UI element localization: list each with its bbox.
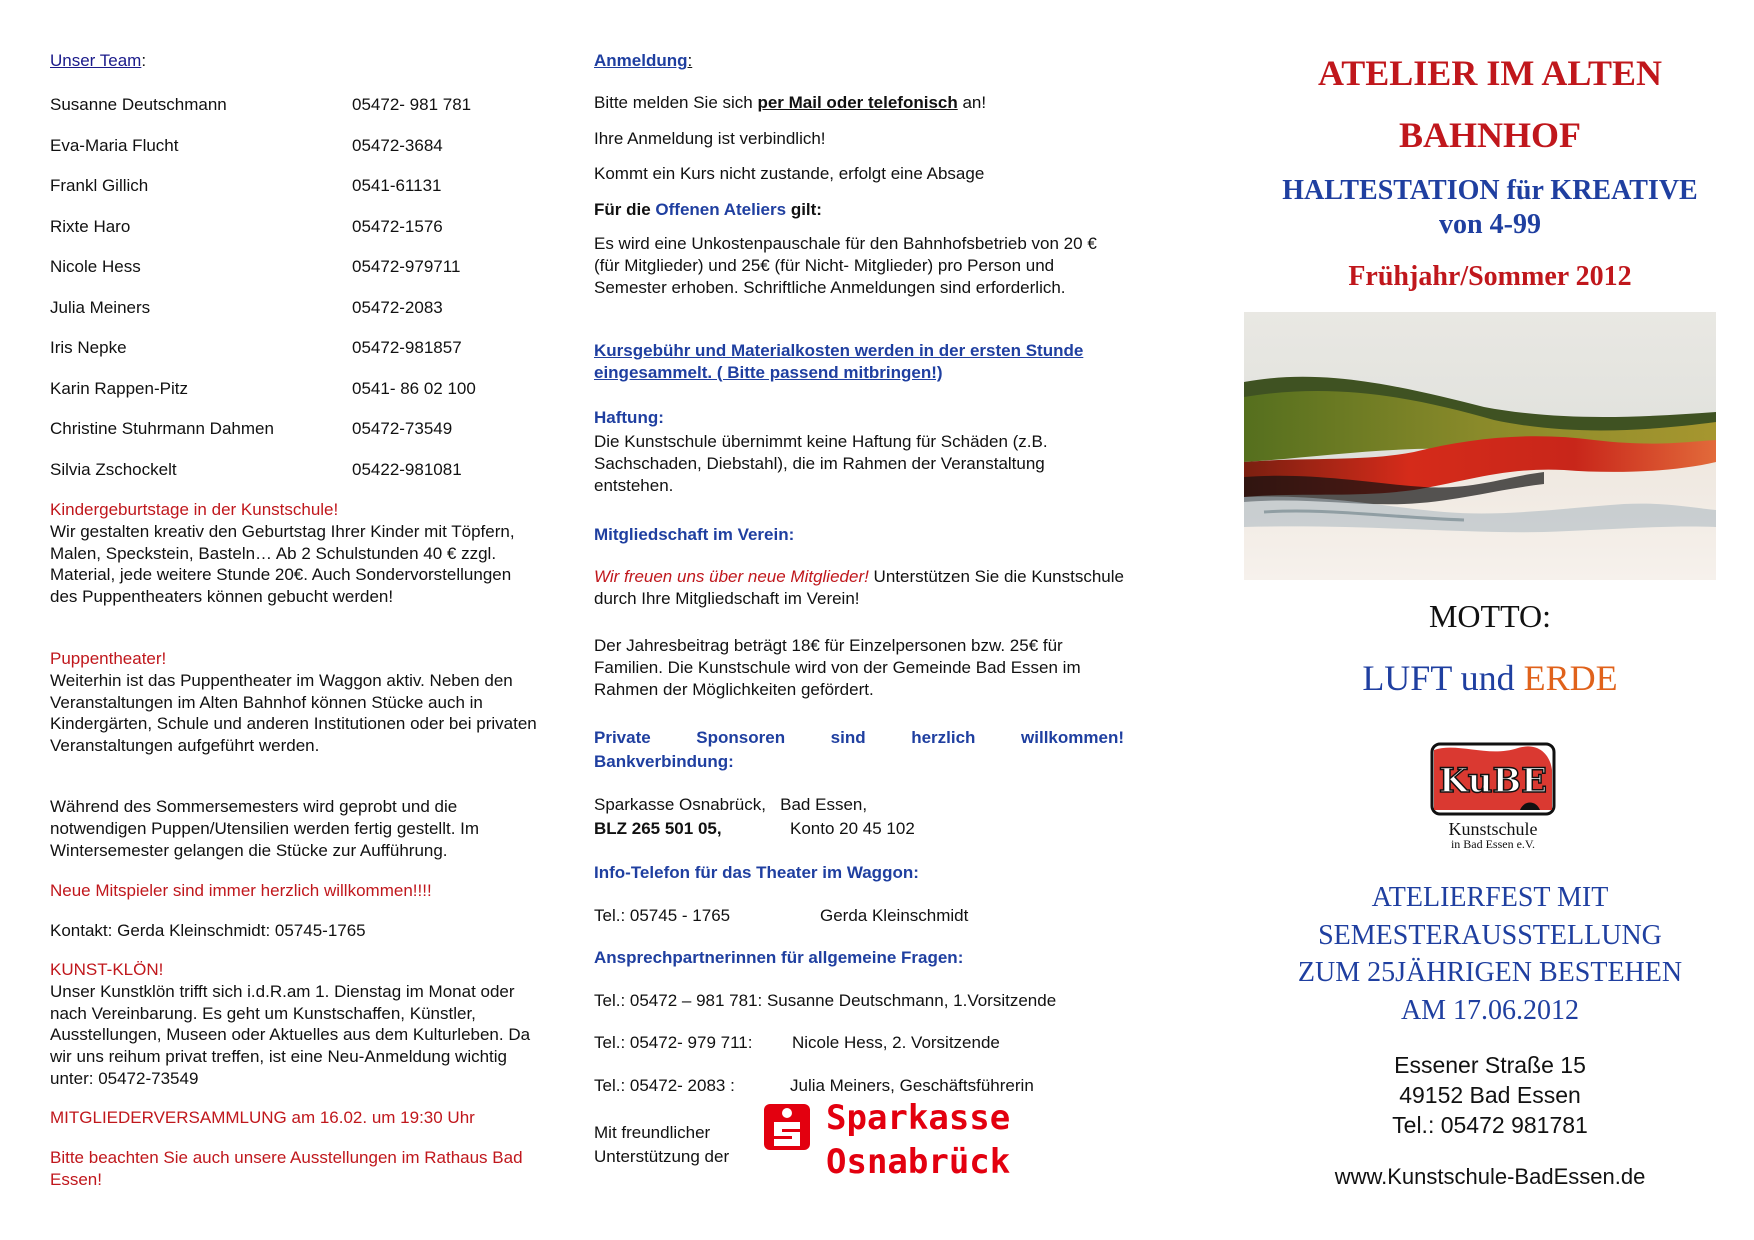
atelierfest-line-4: AM 17.06.2012 <box>1400 995 1580 1026</box>
support-text-1: Mit freundlicher <box>594 1123 711 1142</box>
puppentheater-section <box>50 648 540 757</box>
team-member-phone: 05472-979711 <box>352 257 461 276</box>
cover-season: Frühjahr/Sommer 2012 <box>1348 261 1632 292</box>
konto-text: Konto 20 45 102 <box>790 819 915 838</box>
team-member-name: Nicole Hess <box>50 257 141 276</box>
mitspieler-text: Neue Mitspieler sind immer herzlich willkommen!!!! <box>50 881 432 900</box>
team-member-name: Iris Nepke <box>50 338 127 357</box>
motto-heading: MOTTO: <box>1428 598 1552 634</box>
atelierfest-line-3: ZUM 25JÄHRIGEN BESTEHEN <box>1297 957 1683 988</box>
kunst-klon-heading: KUNST-KLÖN! <box>50 960 164 979</box>
team-member-phone: 0541- 86 02 100 <box>352 379 476 398</box>
team-member-phone: 05472-73549 <box>352 419 453 438</box>
team-member-phone: 05472-1576 <box>352 217 443 236</box>
info-telefon-number: Tel.: 05745 - 1765 <box>594 906 731 925</box>
kunst-klon-text: Unser Kunstklön trifft sich i.d.R.am 1. Dienstag im Monat oder nach Vereinbarung. Es geht um Kunstschaffen, Künstler, Ausstellungen, Museen oder Aktuelles aus dem Kulturleben. Da wir uns reihum privat treffen, ist eine Neu-Anmeldung wichtig unter: 05472-73549 <box>50 981 531 1088</box>
ausstellung-text: Bitte beachten Sie auch unsere Ausstellungen im Rathaus Bad Essen! <box>50 1148 523 1189</box>
sparkasse-s-icon <box>762 1102 812 1152</box>
team-member-name: Eva-Maria Flucht <box>50 136 179 155</box>
info-telefon-name: Gerda Kleinschmidt <box>820 906 969 925</box>
kunst-klon-section <box>50 959 540 1090</box>
cover-title-line-2: BAHNHOF <box>1398 115 1581 155</box>
team-member-name: Julia Meiners <box>50 298 151 317</box>
ansprechpartner-heading: Ansprechpartnerinnen für allgemeine Fragen: <box>594 948 964 967</box>
mitgliedschaft-heading: Mitgliedschaft im Verein: <box>594 525 795 544</box>
cover-painting <box>1244 312 1716 580</box>
support-text-2: Unterstützung der <box>594 1147 730 1166</box>
team-member-phone: 05472- 981 781 <box>352 95 472 114</box>
team-member-phone: 05472-2083 <box>352 298 443 317</box>
kontakt-text: Kontakt: Gerda Kleinschmidt: 05745-1765 <box>50 921 366 940</box>
haftung-text: Die Kunstschule übernimmt keine Haftung für Schäden (z.B. Sachschaden, Diebstahl), die im Rahmen der Veranstaltung entstehen. <box>594 432 1048 495</box>
anmeldung-line-3: Kommt ein Kurs nicht zustande, erfolgt eine Absage <box>594 164 985 183</box>
team-member-name: Karin Rappen-Pitz <box>50 379 188 398</box>
team-member-name: Silvia Zschockelt <box>50 460 177 479</box>
puppentheater-text-2: Während des Sommersemesters wird geprobt und die notwendigen Puppen/Utensilien werden fertig gestellt. Im Wintersemester gelangen die Stücke zur Aufführung. <box>50 797 480 860</box>
cover-subtitle-line-1: HALTESTATION für KREATIVE <box>1282 175 1698 206</box>
sparkasse-logo-text: Sparkasse Osnabrück <box>826 1098 1011 1182</box>
ansprechpartner-line-2-name: Nicole Hess, 2. Vorsitzende <box>792 1033 1000 1052</box>
address-line-1: Essener Straße 15 <box>1394 1052 1586 1078</box>
atelierfest-line-1: ATELIERFEST MIT <box>1371 882 1609 913</box>
atelierfest-line-2: SEMESTERAUSSTELLUNG <box>1318 920 1662 951</box>
unkosten-text: Es wird eine Unkostenpauschale für den Bahnhofsbetrieb von 20 € (für Mitglieder) und 25€ (für Nicht- Mitglieder) pro Person und Semester erhoben. Schriftliche Anmeldungen sind erforderlich. <box>594 234 1097 297</box>
puppentheater-text: Weiterhin ist das Puppentheater im Waggon aktiv. Neben den Veranstaltungen im Alten Bahnhof können Stücke auch in Kindergärten, Schule und anderen Institutionen oder bei privaten Veranstaltungen aufgeführt werden. <box>50 670 537 755</box>
jahresbeitrag-text: Der Jahresbeitrag beträgt 18€ für Einzelpersonen bzw. 25€ für Familien. Die Kunstschule wird von der Gemeinde Bad Essen im Rahmen der Möglichkeiten gefördert. <box>594 636 1081 699</box>
team-member-name: Christine Stuhrmann Dahmen <box>50 419 274 438</box>
ansprechpartner-line-3-tel: Tel.: 05472- 2083 : <box>594 1076 735 1095</box>
bank-line-2: BLZ 265 501 05, <box>594 819 722 838</box>
mitgliederversammlung-text: MITGLIEDERVERSAMMLUNG am 16.02. um 19:30 Uhr <box>50 1108 475 1127</box>
haftung-heading: Haftung: <box>594 408 664 427</box>
kube-logo-word: KuBE <box>1438 761 1548 801</box>
puppentheater-heading: Puppentheater! <box>50 649 167 668</box>
kursgebuehr-text: Kursgebühr und Materialkosten werden in der ersten Stunde eingesammelt. ( Bitte passend mitbringen!) <box>594 341 1084 382</box>
sponsoren-line: Private Sponsoren sind herzlich willkommen! <box>594 728 1124 747</box>
team-member-name: Frankl Gillich <box>50 176 149 195</box>
kube-logo <box>1428 740 1558 850</box>
kindergeburtstag-heading: Kindergeburtstage in der Kunstschule! <box>50 500 339 519</box>
team-member-phone: 05472-981857 <box>352 338 462 357</box>
address-line-2: 49152 Bad Essen <box>1399 1082 1581 1108</box>
website-link[interactable]: www.Kunstschule-BadEssen.de <box>1334 1164 1646 1189</box>
address-line-3: Tel.: 05472 981781 <box>1392 1112 1588 1138</box>
anmeldung-line-1: Bitte melden Sie sich per Mail oder telefonisch an! <box>594 93 987 112</box>
bank-line-1: Sparkasse Osnabrück, Bad Essen, <box>594 795 868 814</box>
kindergeburtstag-section <box>50 499 540 608</box>
cover-subtitle-line-2: von 4-99 <box>1439 209 1541 240</box>
kube-logo-name: Kunstschule <box>1448 819 1538 839</box>
team-member-phone: 0541-61131 <box>352 176 442 195</box>
team-member-phone: 05472-3684 <box>352 136 443 155</box>
kindergeburtstag-text: Wir gestalten kreativ den Geburtstag Ihrer Kinder mit Töpfern, Malen, Speckstein, Basteln… Ab 2 Schulstunden 40 € zzgl. Material, jede weitere Stunde 20€. Auch Sondervorstellungen des Puppentheaters können gebucht werden! <box>50 521 515 606</box>
team-member-name: Susanne Deutschmann <box>50 95 227 114</box>
team-heading: Unser Team: <box>50 51 147 70</box>
ansprechpartner-line-2-tel: Tel.: 05472- 979 711: <box>594 1033 753 1052</box>
offene-ateliers-line: Für die Offenen Ateliers gilt: <box>594 200 822 219</box>
ansprechpartner-line-1: Tel.: 05472 – 981 781: Susanne Deutschmann, 1.Vorsitzende <box>594 991 1057 1010</box>
kube-logo-subtitle: in Bad Essen e.V. <box>1450 837 1536 851</box>
motto-text: LUFT und ERDE <box>1362 658 1618 698</box>
info-telefon-heading: Info-Telefon für das Theater im Waggon: <box>594 863 919 882</box>
team-member-phone: 05422-981081 <box>352 460 462 479</box>
ansprechpartner-line-3-name: Julia Meiners, Geschäftsführerin <box>790 1076 1034 1095</box>
mitgliedschaft-text: Wir freuen uns über neue Mitglieder! Unterstützen Sie die Kunstschule durch Ihre Mitgliedschaft im Verein! <box>594 567 1124 608</box>
team-member-name: Rixte Haro <box>50 217 131 236</box>
anmeldung-line-2: Ihre Anmeldung ist verbindlich! <box>594 129 826 148</box>
sparkasse-logo <box>762 1088 1011 1198</box>
bankverbindung-heading: Bankverbindung: <box>594 752 734 771</box>
cover-title-line-1: ATELIER IM ALTEN <box>1317 53 1663 93</box>
anmeldung-heading: Anmeldung: <box>594 51 693 70</box>
